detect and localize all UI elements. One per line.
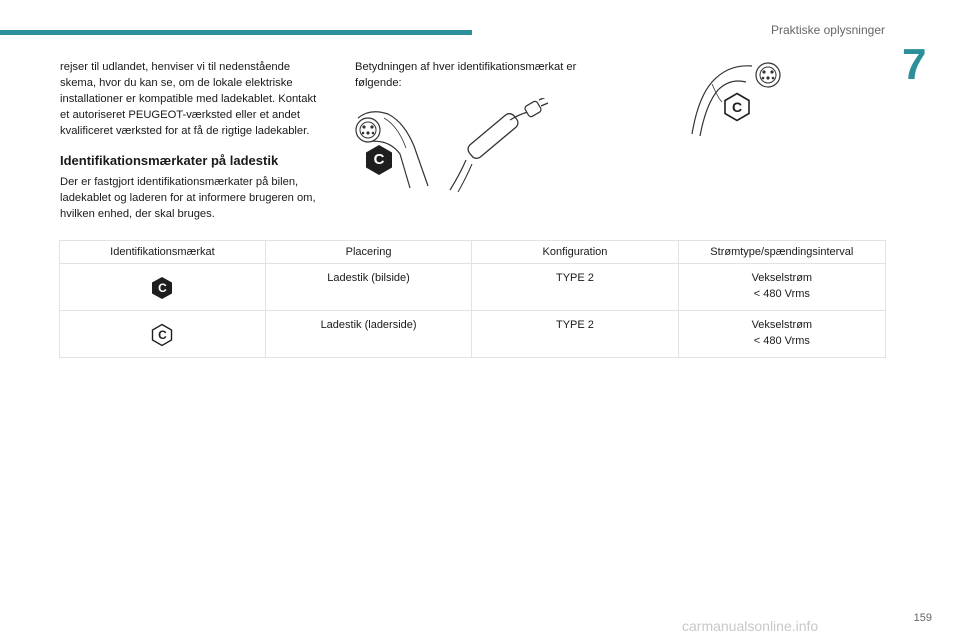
table-header-row: [60, 241, 886, 264]
header-current-type: Strømtype/spændingsinterval: [678, 241, 885, 264]
filled-hexagon-c-icon: [150, 276, 174, 300]
meaning-paragraph: Betydningen af hver identifikationsmærkat er følgende:: [355, 61, 577, 89]
header-accent-bar: [0, 30, 472, 35]
filled-hexagon-c-icon: [363, 144, 395, 176]
section-title: Identifikationsmærkater på ladestik: [60, 153, 279, 168]
row1-current: [678, 264, 885, 311]
chapter-number: 7: [902, 40, 927, 89]
charger-side-charging-figure: [688, 58, 788, 138]
row1-voltage: < 480 Vrms: [753, 288, 810, 300]
row2-current: [678, 311, 885, 358]
table-row: [60, 311, 886, 358]
watermark: carmanualsonline.info: [682, 618, 819, 634]
identification-table: [59, 240, 886, 358]
row1-icon-label: C: [158, 281, 167, 295]
figure-left-label: C: [373, 151, 385, 168]
row1-icon-cell: [60, 264, 266, 311]
outline-hexagon-c-icon: [722, 92, 752, 122]
row2-placement: Ladestik (laderside): [265, 311, 471, 358]
row2-voltage: < 480 Vrms: [753, 335, 810, 347]
outline-hexagon-c-icon: [150, 323, 174, 347]
section-paragraph: Der er fastgjort identifikationsmærkater på bilen, ladekablet og laderen for at informere brugeren om, hvilken enhed, der skal bruges.: [60, 176, 316, 220]
header-identification: Identifikationsmærkat: [60, 241, 266, 264]
vehicle-side-charging-figure: [348, 98, 580, 194]
intro-paragraph: rejser til udlandet, henviser vi til nedenstående skema, hvor du kan se, om de lokale elektriske installationer er kompatible med ladekablet. Kontakt et autoriseret PEUGEOT-værksted eller et andet kvalificeret værksted for at få de rigtige ladekabler.: [60, 61, 317, 137]
figure-right-label: C: [731, 99, 743, 115]
row1-configuration: TYPE 2: [472, 264, 678, 311]
header-configuration: Konfiguration: [472, 241, 678, 264]
row2-icon-cell: [60, 311, 266, 358]
row2-current-type: Vekselstrøm: [751, 319, 813, 331]
row2-icon-label: C: [158, 328, 167, 342]
header-title: Praktiske oplysninger: [770, 23, 885, 37]
page-number: 159: [913, 612, 932, 624]
table-row: [60, 264, 886, 311]
row1-current-type: Vekselstrøm: [751, 272, 813, 284]
row2-configuration: TYPE 2: [472, 311, 678, 358]
row1-placement: Ladestik (bilside): [265, 264, 471, 311]
header-placement: Placering: [265, 241, 471, 264]
middle-column: [355, 59, 605, 91]
left-column: [60, 59, 322, 222]
